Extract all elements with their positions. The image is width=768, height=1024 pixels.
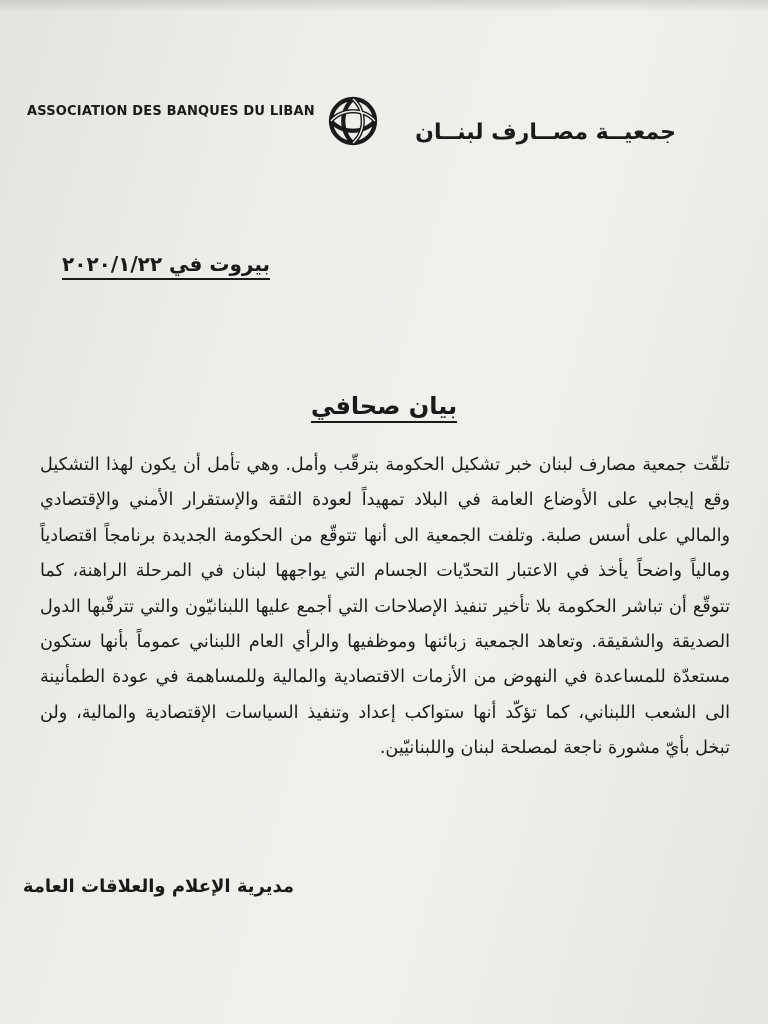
page-top-shadow — [0, 0, 768, 12]
abl-knot-logo-icon — [326, 94, 380, 148]
date-line: بيروت في ٢٠٢٠/١/٢٢ — [62, 252, 270, 280]
signature: مديرية الإعلام والعلاقات العامة — [22, 876, 294, 897]
body-paragraph: تلقّت جمعية مصارف لبنان خبر تشكيل الحكومة بترقّب وأمل. وهي تأمل أن يكون لهذا التشكيل وقع إيجابي على الأوضاع العامة في البلاد تمهيداً لعودة الثقة والإستقرار الأمني والإقتصادي والمالي على أسس صلبة. وتلفت الجمعية الى أنها تتوقّع من الحكومة الجديدة برنامجاً اقتصادياً ومالياً واضحاً يأخذ في الاعتبار التحدّيات الجسام التي يواجهها لبنان في المرحلة الراهنة، كما تتوقّع أن تباشر الحكومة بلا تأخير تنفيذ الإصلاحات التي أجمع عليها اللبنانيّون والتي تترقّبها الدول الصديقة والشقيقة. وتعاهد الجمعية زبائنها وموظفيها والرأي العام اللبناني عموماً بأنها ستكون مستعدّة للمساعدة في النهوض من الأزمات الاقتصادية والمالية وللمساهمة في عودة الطمأنينة الى الشعب اللبناني، كما تؤكّد أنها ستواكب إعداد وتنفيذ السياسات الإقتصادية والمالية، ولن تبخل بأيّ مشورة ناجعة لمصلحة لبنان واللبنانيّين. — [40, 455, 730, 759]
title-text: بيان صحافي — [311, 392, 457, 423]
letterhead-org-arabic: جمعيــة مصــارف لبنــان — [415, 120, 676, 145]
document-title — [0, 392, 768, 420]
letterhead-org-latin: ASSOCIATION DES BANQUES DU LIBAN — [27, 104, 315, 119]
